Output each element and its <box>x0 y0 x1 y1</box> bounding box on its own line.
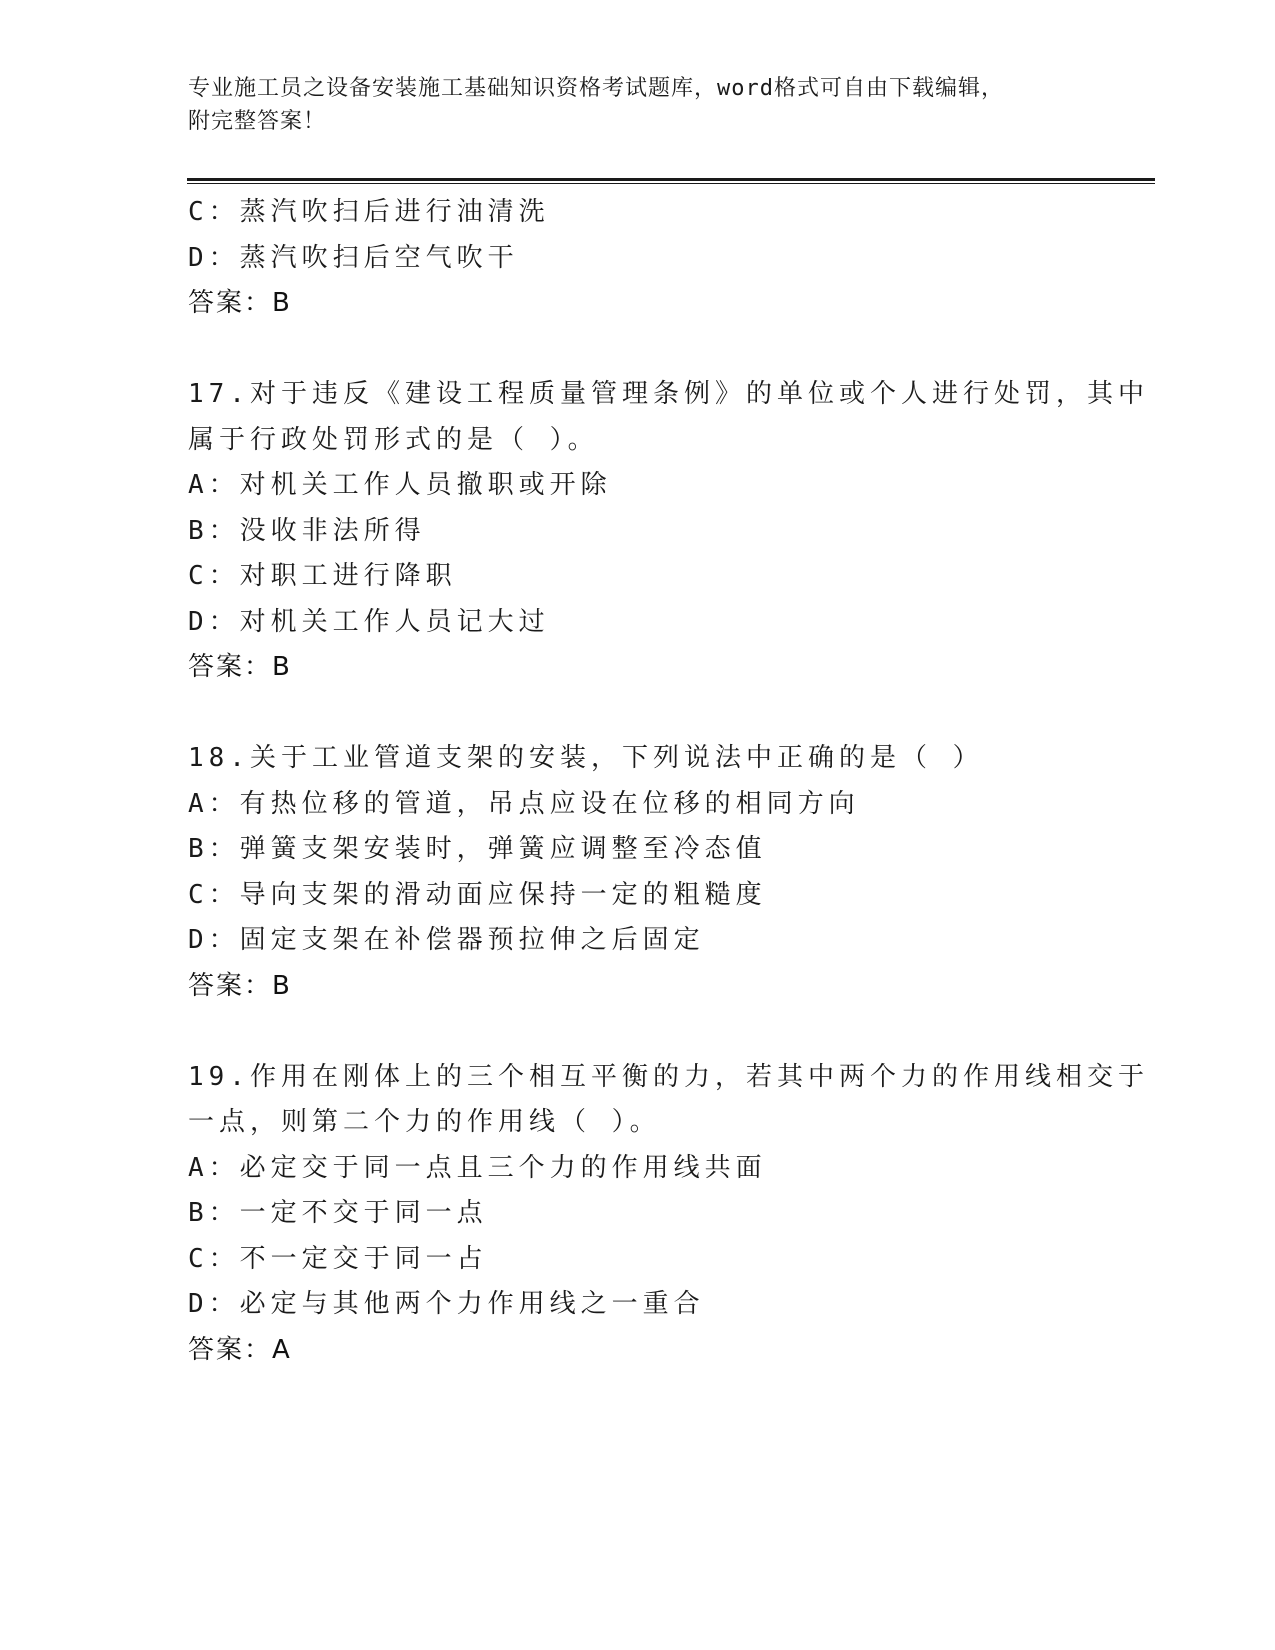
question-stem-line: 一点，则第二个力的作用线（ ）。 <box>188 1107 661 1137</box>
option-c: C：不一定交于同一占 <box>188 1243 488 1274</box>
header-divider-thick <box>187 178 1155 181</box>
spacer <box>188 1009 1088 1055</box>
question-stem-line: 19.作用在刚体上的三个相互平衡的力，若其中两个力的作用线相交于 <box>188 1061 1149 1092</box>
question-block-18 <box>188 736 1088 1009</box>
header-line-1: 专业施工员之设备安装施工基础知识资格考试题库，word格式可自由下载编辑， <box>188 76 1004 101</box>
option-a: A：必定交于同一点且三个力的作用线共面 <box>188 1152 767 1183</box>
question-list <box>188 190 1149 1373</box>
option-a: A：对机关工作人员撤职或开除 <box>188 470 612 500</box>
question-block-16 <box>188 190 1088 327</box>
header-line-2: 附完整答案！ <box>188 109 327 134</box>
option-d: D：固定支架在补偿器预拉伸之后固定 <box>188 925 705 955</box>
option-c: C：蒸汽吹扫后进行油清洗 <box>188 197 550 227</box>
answer-line: 答案：A <box>188 1334 292 1365</box>
option-b: B：一定不交于同一点 <box>188 1198 488 1228</box>
question-stem-line: 17.对于违反《建设工程质量管理条例》的单位或个人进行处罚，其中 <box>188 379 1149 409</box>
option-d: D：蒸汽吹扫后空气吹干 <box>188 242 519 273</box>
option-d: D：对机关工作人员记大过 <box>188 606 550 637</box>
document-header <box>188 72 1068 138</box>
spacer <box>188 327 1088 373</box>
question-block-19 <box>188 1055 1149 1374</box>
option-b: B：没收非法所得 <box>188 515 426 546</box>
option-c: C：对职工进行降职 <box>188 561 457 591</box>
option-a: A：有热位移的管道，吊点应设在位移的相同方向 <box>188 788 860 819</box>
question-stem-line: 属于行政处罚形式的是（ ）。 <box>188 424 599 455</box>
option-c: C：导向支架的滑动面应保持一定的粗糙度 <box>188 879 767 910</box>
option-b: B：弹簧支架安装时，弹簧应调整至冷态值 <box>188 834 767 864</box>
spacer <box>188 691 1088 737</box>
answer-line: 答案：B <box>188 288 292 318</box>
answer-line: 答案：B <box>188 970 292 1001</box>
option-d: D：必定与其他两个力作用线之一重合 <box>188 1289 705 1319</box>
question-stem-line: 18.关于工业管道支架的安装，下列说法中正确的是（ ） <box>188 743 984 773</box>
answer-line: 答案：B <box>188 652 292 682</box>
question-block-17 <box>188 372 1149 691</box>
header-divider-thin <box>187 183 1155 184</box>
